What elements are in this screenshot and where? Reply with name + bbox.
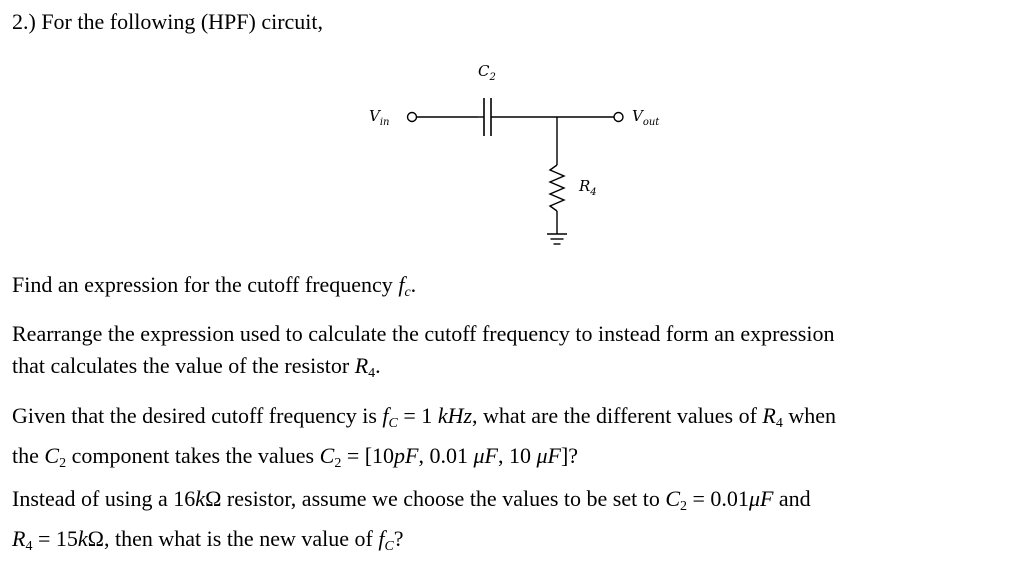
input-voltage-label: $V_{in}$ — [369, 107, 390, 128]
ground-symbol — [547, 234, 567, 244]
capacitor-label: $C_2$ — [478, 62, 496, 83]
question-1: Find an expression for the cutoff frequency fc. — [12, 272, 417, 300]
question-4: Instead of using a 16kΩ resistor, assume we choose the values to be set to C2 = 0.01μF and R4 = 15kΩ, then what is the new value of fC? — [12, 486, 811, 554]
output-terminal — [614, 113, 623, 122]
question-3: Given that the desired cutoff frequency is fC = 1 kHz, what are the different values of R4 when the C2 component takes the values C2 = [10pF, 0.01 μF, 10 μF]? — [12, 403, 837, 471]
capacitor-symbol — [484, 98, 491, 136]
question-2: Rearrange the expression used to calculate the cutoff frequency to instead form an expression that calculates the value of the resistor R4. — [12, 321, 835, 381]
input-terminal — [408, 113, 417, 122]
resistor-label: $R_4$ — [579, 177, 597, 198]
problem-title: 2.) For the following (HPF) circuit, — [12, 9, 324, 34]
resistor-symbol — [550, 165, 564, 211]
output-voltage-label: $V_{out}$ — [632, 107, 660, 128]
